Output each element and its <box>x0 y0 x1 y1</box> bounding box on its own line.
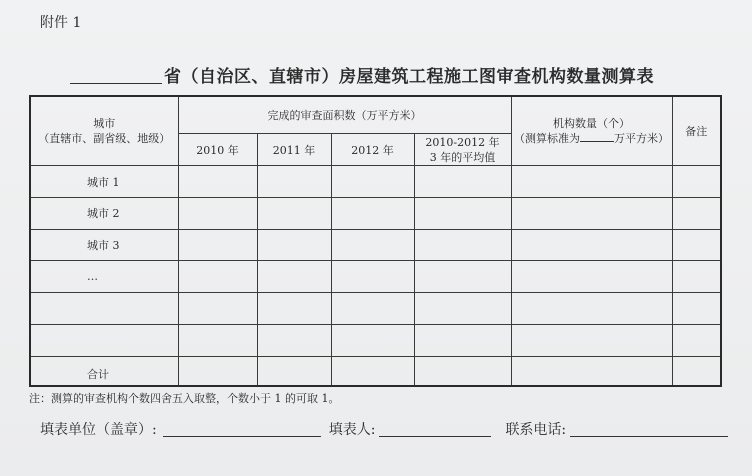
count-standard-prefix: （测算标准为 <box>514 132 580 146</box>
cell <box>511 197 672 229</box>
cell <box>257 356 331 386</box>
header-remark: 备注 <box>672 96 721 166</box>
cell <box>414 197 511 229</box>
cell <box>257 229 331 261</box>
header-city-line2: （直辖市、副省级、地级） <box>38 132 171 146</box>
footnote: 注：测算的审查机构个数四舍五入取整，个数小于 1 的可取 1。 <box>29 392 340 405</box>
row-label: 城市 2 <box>30 197 178 229</box>
header-avg-line1: 2010-2012 年 <box>425 135 500 149</box>
phone-blank <box>570 422 728 437</box>
cell <box>672 325 721 357</box>
cell <box>511 229 672 261</box>
cell <box>178 356 257 386</box>
cell <box>331 325 414 357</box>
cell <box>257 261 331 293</box>
table-row <box>30 293 721 325</box>
header-org-count-line2 <box>512 131 672 146</box>
cell <box>331 261 414 293</box>
cell <box>178 261 257 293</box>
header-org-count <box>511 96 672 166</box>
header-area-group: 完成的审查面积数（万平方米） <box>178 96 511 134</box>
count-standard-suffix: 万平方米） <box>614 132 669 146</box>
unit-blank <box>163 422 321 437</box>
document-title <box>70 62 710 87</box>
cell <box>331 197 414 229</box>
cell <box>511 166 672 198</box>
cell <box>672 356 721 386</box>
cell <box>672 293 721 325</box>
attachment-label: 附件 1 <box>40 15 82 31</box>
cell <box>331 293 414 325</box>
cell <box>511 356 672 386</box>
cell <box>511 293 672 325</box>
header-avg <box>414 134 511 166</box>
cell <box>257 166 331 198</box>
cell <box>178 197 257 229</box>
header-city-line1: 城市 <box>93 117 116 131</box>
cell <box>414 229 511 261</box>
table-row <box>30 325 721 357</box>
cell <box>414 293 511 325</box>
table-row <box>30 166 721 198</box>
cell <box>672 166 721 198</box>
row-label: 城市 1 <box>30 166 178 198</box>
header-org-count-line1: 机构数量（个） <box>553 117 630 131</box>
cell <box>414 325 511 357</box>
row-label: 城市 3 <box>30 229 178 261</box>
cell <box>511 261 672 293</box>
header-2011: 2011 年 <box>257 134 331 166</box>
estimate-table <box>29 95 722 387</box>
filler-blank <box>379 422 491 437</box>
header-2012: 2012 年 <box>331 134 414 166</box>
cell <box>331 356 414 386</box>
table-row <box>30 197 721 229</box>
cell <box>178 325 257 357</box>
header-avg-line2: 3 年的平均值 <box>429 150 496 164</box>
title-text: 省（自治区、直辖市）房屋建筑工程施工图审查机构数量测算表 <box>164 67 654 87</box>
cell <box>257 293 331 325</box>
row-label: … <box>30 261 178 293</box>
cell <box>331 229 414 261</box>
cell <box>414 356 511 386</box>
province-blank <box>70 67 162 84</box>
count-standard-blank <box>580 131 614 142</box>
cell <box>414 261 511 293</box>
header-row-1 <box>30 96 721 134</box>
cell <box>178 293 257 325</box>
row-label <box>30 293 178 325</box>
table-row <box>30 261 721 293</box>
cell <box>257 325 331 357</box>
header-city <box>30 96 178 166</box>
filler-label: 填表人: <box>328 422 376 438</box>
cell <box>672 261 721 293</box>
cell <box>331 166 414 198</box>
cell <box>672 229 721 261</box>
cell <box>178 166 257 198</box>
cell <box>257 197 331 229</box>
phone-label: 联系电话: <box>505 422 567 438</box>
total-label: 合计 <box>30 356 178 386</box>
cell <box>414 166 511 198</box>
unit-label: 填表单位（盖章）: <box>40 422 157 438</box>
signature-line <box>40 419 728 439</box>
cell <box>178 229 257 261</box>
table-row <box>30 229 721 261</box>
cell <box>672 197 721 229</box>
total-row <box>30 356 721 386</box>
cell <box>511 325 672 357</box>
row-label <box>30 325 178 357</box>
header-2010: 2010 年 <box>178 134 257 166</box>
